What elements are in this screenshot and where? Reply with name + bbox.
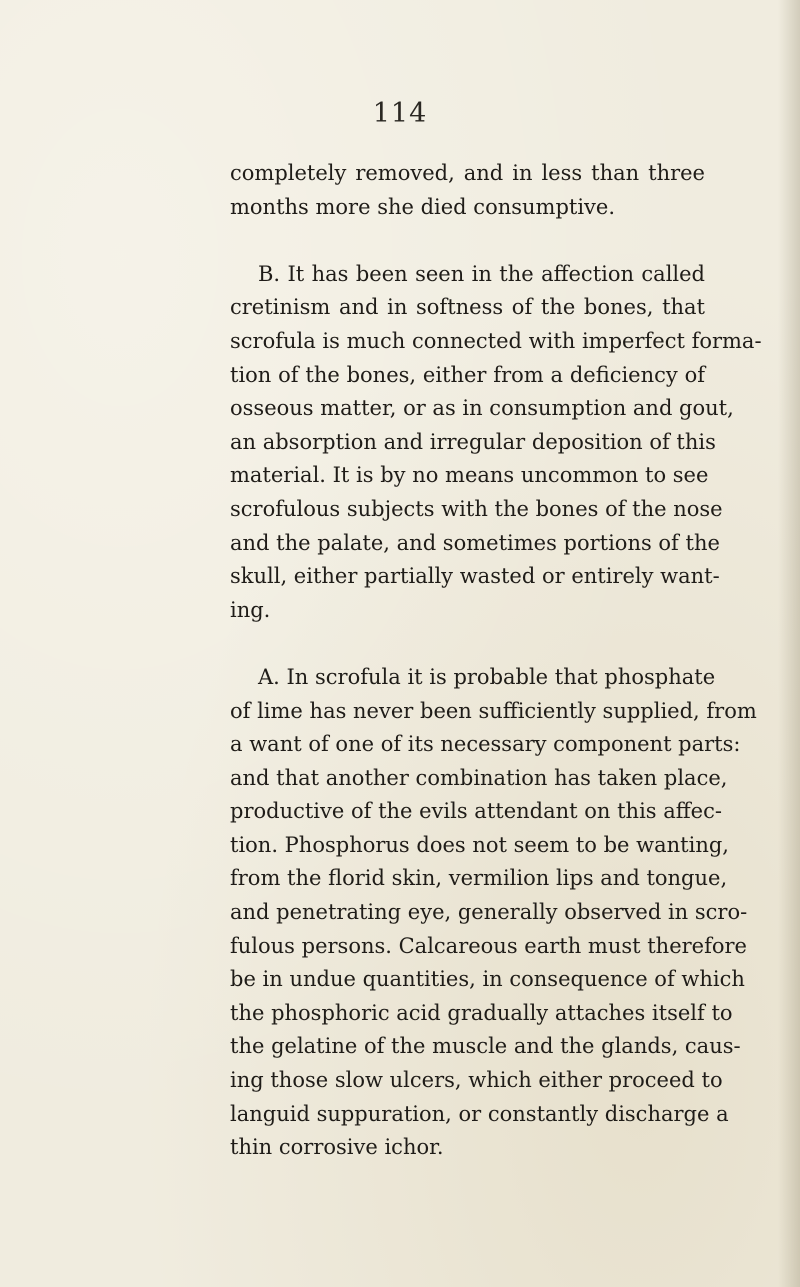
text-line: material. It is by no means uncommon to see	[230, 463, 709, 488]
page-number: 114	[372, 98, 428, 129]
text-line: B. It has been seen in the affection called	[258, 261, 705, 286]
text-line: an absorption and irregular deposition of this	[230, 429, 716, 454]
text-line: fulous persons. Calcareous earth must therefore	[230, 933, 747, 958]
text-line: osseous matter, or as in consumption and gout,	[230, 396, 734, 421]
text-line: the phosphoric acid gradually attaches itself to	[230, 1000, 733, 1025]
text-line: and that another combination has taken place,	[230, 765, 728, 790]
text-line: tion. Phosphorus does not seem to be wanting,	[230, 832, 729, 857]
text-line: A. In scrofula it is probable that phosphate	[258, 664, 716, 689]
body-text	[230, 157, 762, 1165]
text-line: productive of the evils attendant on this affec-	[230, 799, 722, 824]
text-line: of lime has never been sufficiently supplied, from	[230, 698, 757, 723]
text-line: cretinism and in softness of the bones, that	[230, 295, 705, 320]
text-line: a want of one of its necessary component parts:	[230, 732, 741, 757]
page-edge-shadow	[778, 0, 800, 1287]
text-line: from the florid skin, vermilion lips and tongue,	[230, 866, 728, 891]
text-line: languid suppuration, or constantly discharge a	[230, 1101, 729, 1126]
text-line: the gelatine of the muscle and the glands, caus-	[230, 1034, 741, 1059]
text-line: tion of the bones, either from a deficiency of	[230, 362, 705, 387]
text-line: ing.	[230, 597, 271, 622]
text-line: ing those slow ulcers, which either proceed to	[230, 1068, 723, 1093]
text-line: scrofulous subjects with the bones of the nose	[230, 496, 723, 521]
text-line: scrofula is much connected with imperfect forma-	[230, 328, 762, 353]
text-line: and the palate, and sometimes portions of the	[230, 530, 720, 555]
paragraph-gap	[230, 224, 705, 258]
text-line: skull, either partially wasted or entirely want-	[230, 564, 720, 589]
text-line: and penetrating eye, generally observed in scro-	[230, 900, 748, 925]
paragraph-gap	[230, 627, 705, 661]
text-line: months more she died consumptive.	[230, 194, 616, 219]
text-line: completely removed, and in less than three	[230, 161, 705, 185]
text-line: thin corrosive ichor.	[230, 1135, 444, 1160]
text-line: be in undue quantities, in consequence of which	[230, 967, 745, 992]
